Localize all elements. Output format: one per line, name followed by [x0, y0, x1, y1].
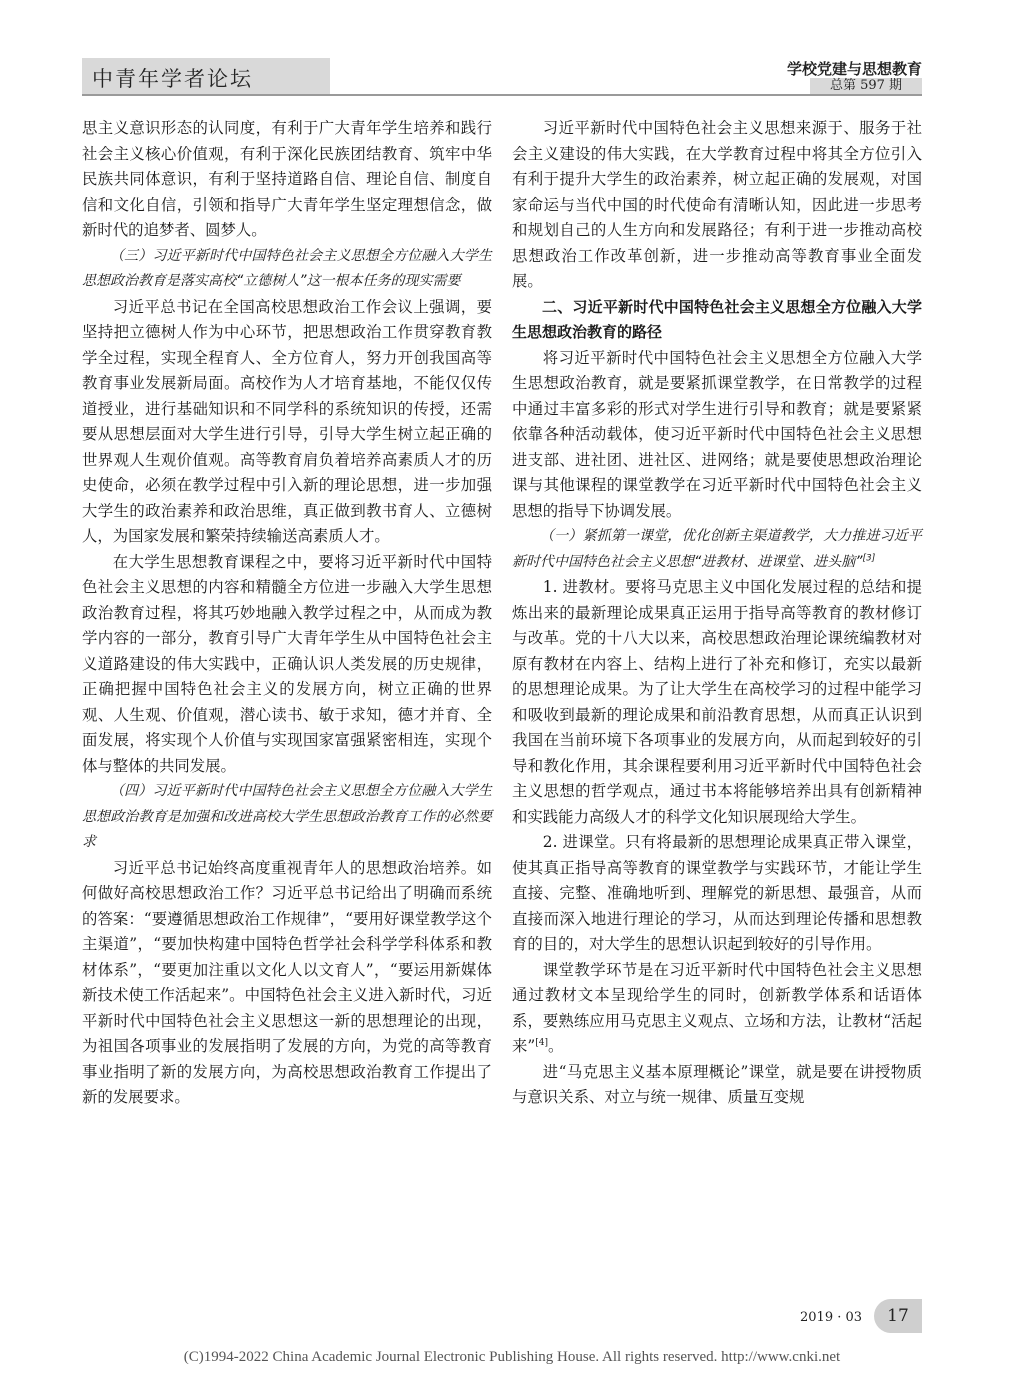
paragraph	[82, 295, 492, 550]
paragraph-text: 2. 进课堂。只有将最新的思想理论成果真正带入课堂，使其真正指导高等教育的课堂教学与实践环节，才能让学生直接、完整、准确地听到、理解党的新思想、最强音，从而直接而深入地进行理论的学习，从而达到理论传播和思想教育的目的，对大学生的思想认识起到较好的引导作用。	[512, 833, 922, 953]
section-heading-text: 二、习近平新时代中国特色社会主义思想全方位融入大学生思想政治教育的路径	[512, 297, 922, 341]
paragraph-text: 习近平新时代中国特色社会主义思想来源于、服务于社会主义建设的伟大实践，在大学教育过程中将其全方位引入有利于提升大学生的政治素养，树立起正确的发展观，对国家命运与当代中国的时代使命有清晰认知，因此进一步思考和规划自己的人生方向和发展路径；有利于进一步推动高校思想政治工作改革创新，进一步推动高等教育事业全面发展。	[512, 119, 922, 290]
left-column	[82, 116, 492, 1111]
paragraph-text: 课堂教学环节是在习近平新时代中国特色社会主义思想通过教材文本呈现给学生的同时，创新教学体系和话语体系，要熟练应用马克思主义观点、立场和方法，让教材“活起来”	[512, 960, 922, 1055]
citation-ref: [4]	[535, 1037, 549, 1048]
paragraph	[82, 856, 492, 1111]
section-heading	[512, 295, 922, 346]
subsection-heading	[82, 244, 492, 295]
citation-ref: [3]	[862, 552, 876, 563]
paragraph	[512, 1060, 922, 1111]
paragraph-text: 进“马克思主义基本原理概论”课堂，就是要在讲授物质与意识关系、对立与统一规律、质量互变规	[512, 1062, 922, 1106]
paragraph	[512, 116, 922, 295]
masthead-banner	[82, 58, 330, 94]
header-rule	[82, 94, 922, 96]
subsection-heading-text: （一）紧抓第一课堂，优化创新主渠道教学，大力推进习近平新时代中国特色社会主义思想“进教材、进课堂、进头脑”	[512, 528, 922, 570]
subsection-heading	[512, 524, 922, 575]
paragraph-text: 思主义意识形态的认同度，有利于广大青年学生培养和践行社会主义核心价值观，有利于深化民族团结教育、筑牢中华民族共同体意识，有利于坚持道路自信、理论自信、制度自信和文化自信，引领和指导广大青年学生坚定理想信念，做新时代的追梦者、圆梦人。	[82, 119, 492, 239]
subsection-heading	[82, 779, 492, 856]
paragraph-text: 在大学生思想教育课程之中，要将习近平新时代中国特色社会主义思想的内容和精髓全方位进一步融入大学生思想政治教育过程，将其巧妙地融入教学过程之中，从而成为教学内容的一部分，教育引导广大青年学生从中国特色社会主义道路建设的伟大实践中，正确认识人类发展的历史规律，正确把握中国特色社会主义的发展方向，树立正确的世界观、人生观、价值观，潜心读书、敏于求知，德才并育、全面发展，将实现个人价值与实现国家富强紧密相连，实现个体与整体的共同发展。	[82, 552, 492, 775]
subsection-heading-text: （四）习近平新时代中国特色社会主义思想全方位融入大学生思想政治教育是加强和改进高校大学生思想政治教育工作的必然要求	[82, 783, 492, 850]
journal-name: 学校党建与思想教育	[786, 60, 922, 78]
paragraph	[512, 830, 922, 958]
paragraph-tail: 。	[548, 1037, 564, 1055]
issue-date: 2019 · 03	[800, 1310, 863, 1325]
paragraph-text: 将习近平新时代中国特色社会主义思想全方位融入大学生思想政治教育，就是要紧抓课堂教学，在日常教学的过程中通过丰富多彩的形式对学生进行引导和教育；就是要紧紧依靠各种活动载体，使习近平新时代中国特色社会主义思想进支部、进社团、进社区、进网络；就是要使思想政治理论课与其他课程的课堂教学在习近平新时代中国特色社会主义思想的指导下协调发展。	[512, 348, 922, 520]
paragraph-text: 习近平总书记在全国高校思想政治工作会议上强调，要坚持把立德树人作为中心环节，把思想政治工作贯穿教育教学全过程，实现全程育人、全方位育人，努力开创我国高等教育事业发展新局面。高校作为人才培育基地，不能仅仅传道授业，进行基础知识和不同学科的系统知识的传授，还需要从思想层面对大学生进行引导，引导大学生树立起正确的世界观人生观价值观。高等教育肩负着培养高素质人才的历史使命，必须在教学过程中引入新的理论思想，进一步加强大学生的政治素养和政治思维，真正做到教书育人、立德树人，为国家发展和繁荣持续输送高素质人才。	[82, 297, 492, 545]
issue-number: 总第 597 期	[810, 78, 922, 94]
paragraph	[82, 550, 492, 780]
paragraph-text: 习近平总书记始终高度重视青年人的思想政治培养。如何做好高校思想政治工作？习近平总书记给出了明确而系统的答案：“要遵循思想政治工作规律”，“要用好课堂教学这个主渠道”，“要加快构建中国特色哲学社会科学学科体系和教材体系”，“要更加注重以文化人以文育人”，“要运用新媒体新技术使工作活起来”。中国特色社会主义进入新时代，习近平新时代中国特色社会主义思想这一新的思想理论的出现，为祖国各项事业的发展指明了发展的方向，为党的高等教育事业指明了新的发展方向，为高校思想政治教育工作提出了新的发展要求。	[82, 858, 492, 1106]
masthead-title: 中青年学者论坛	[92, 67, 253, 91]
paragraph	[82, 116, 492, 244]
page-header	[0, 0, 1024, 110]
paragraph	[512, 575, 922, 830]
paragraph	[512, 958, 922, 1060]
subsection-heading-text: （三）习近平新时代中国特色社会主义思想全方位融入大学生思想政治教育是落实高校“立德树人”这一根本任务的现实需要	[82, 247, 492, 289]
copyright-line: (C)1994-2022 China Academic Journal Electronic Publishing House. All rights reserved. http://www.cnki.net	[183, 1349, 841, 1365]
paragraph-text: 1. 进教材。要将马克思主义中国化发展过程的总结和提炼出来的最新理论成果真正运用于指导高等教育的教材修订与改革。党的十八大以来，高校思想政治理论课统编教材对原有教材在内容上、结构上进行了补充和修订，充实以最新的思想理论成果。为了让大学生在高校学习的过程中能学习和吸收到最新的理论成果和前沿教育思想，从而真正认识到我国在当前环境下各项事业的发展方向，从而起到较好的引导和教化作用，其余课程要利用习近平新时代中国特色社会主义思想的哲学观点，通过书本将能够培养出具有创新精神和实践能力高级人才的科学文化知识展现给大学生。	[512, 578, 922, 826]
paragraph	[512, 346, 922, 525]
page-number: 17	[874, 1299, 922, 1333]
right-column	[512, 116, 922, 1111]
